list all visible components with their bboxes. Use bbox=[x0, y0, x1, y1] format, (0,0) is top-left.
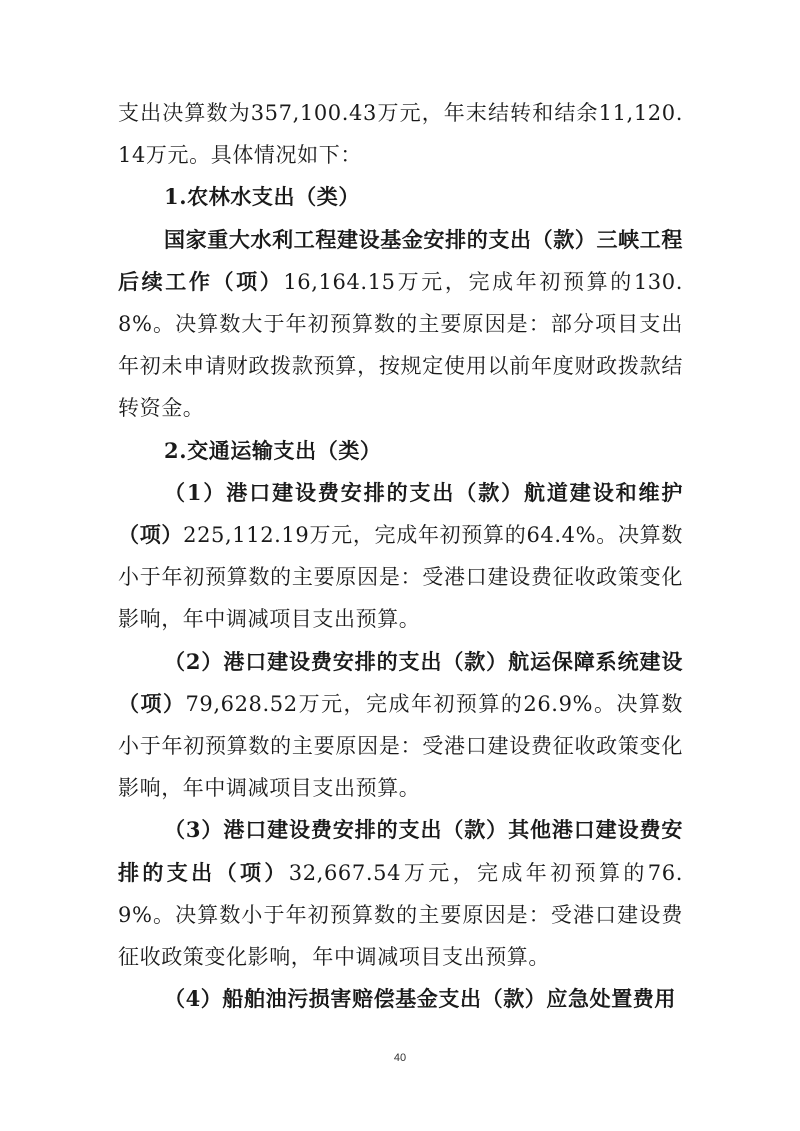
section-heading-transport bbox=[118, 430, 683, 472]
heading-text: 2.交通运输支出（类） bbox=[164, 437, 382, 463]
item-title: （3）港口建设费安排的支出（款）其他港口建设费安排的支出（项） bbox=[118, 817, 683, 885]
paragraph-other-port-expenditure bbox=[118, 809, 683, 978]
section-heading-agriculture bbox=[118, 176, 683, 218]
paragraph-oil-pollution-fund bbox=[118, 978, 683, 1020]
item-description: 225,112.19万元，完成年初预算的64.4%。决算数小于年初预算数的主要原因是：受港口建设费征收政策变化影响，年中调减项目支出预算。 bbox=[118, 523, 683, 632]
text-run: 支出决算数为357,100.43万元，年末结转和结余11,120.14万元。具体情况如下： bbox=[118, 101, 683, 168]
item-title: 国家重大水利工程建设基金安排的支出（款）三峡工程后续工作（项） bbox=[118, 226, 683, 294]
item-title: （4）船舶油污损害赔偿基金支出（款）应急处置费用 bbox=[164, 986, 677, 1012]
item-description: 32,667.54万元，完成年初预算的76.9%。决算数小于年初预算数的主要原因是：受港口建设费征收政策变化影响，年中调减项目支出预算。 bbox=[118, 860, 683, 970]
item-description: 16,164.15万元，完成年初预算的130.8%。决算数大于年初预算数的主要原因是：部分项目支出年初未申请财政拨款预算，按规定使用以前年度财政拨款结转资金。 bbox=[118, 269, 683, 421]
paragraph-waterway-maintenance bbox=[118, 472, 683, 641]
item-description: 79,628.52万元，完成年初预算的26.9%。决算数小于年初预算数的主要原因是：受港口建设费征收政策变化影响，年中调减项目支出预算。 bbox=[118, 691, 683, 801]
item-title: （2）港口建设费安排的支出（款）航运保障系统建设（项） bbox=[118, 648, 683, 716]
paragraph-three-gorges bbox=[118, 219, 683, 430]
page-number: 40 bbox=[393, 1052, 407, 1064]
item-title: （1）港口建设费安排的支出（款）航道建设和维护（项） bbox=[118, 479, 683, 548]
heading-text: 1.农林水支出（类） bbox=[164, 184, 360, 210]
paragraph-shipping-support-system bbox=[118, 641, 683, 810]
document-body bbox=[118, 92, 683, 1020]
paragraph-intro-continuation bbox=[118, 92, 683, 176]
